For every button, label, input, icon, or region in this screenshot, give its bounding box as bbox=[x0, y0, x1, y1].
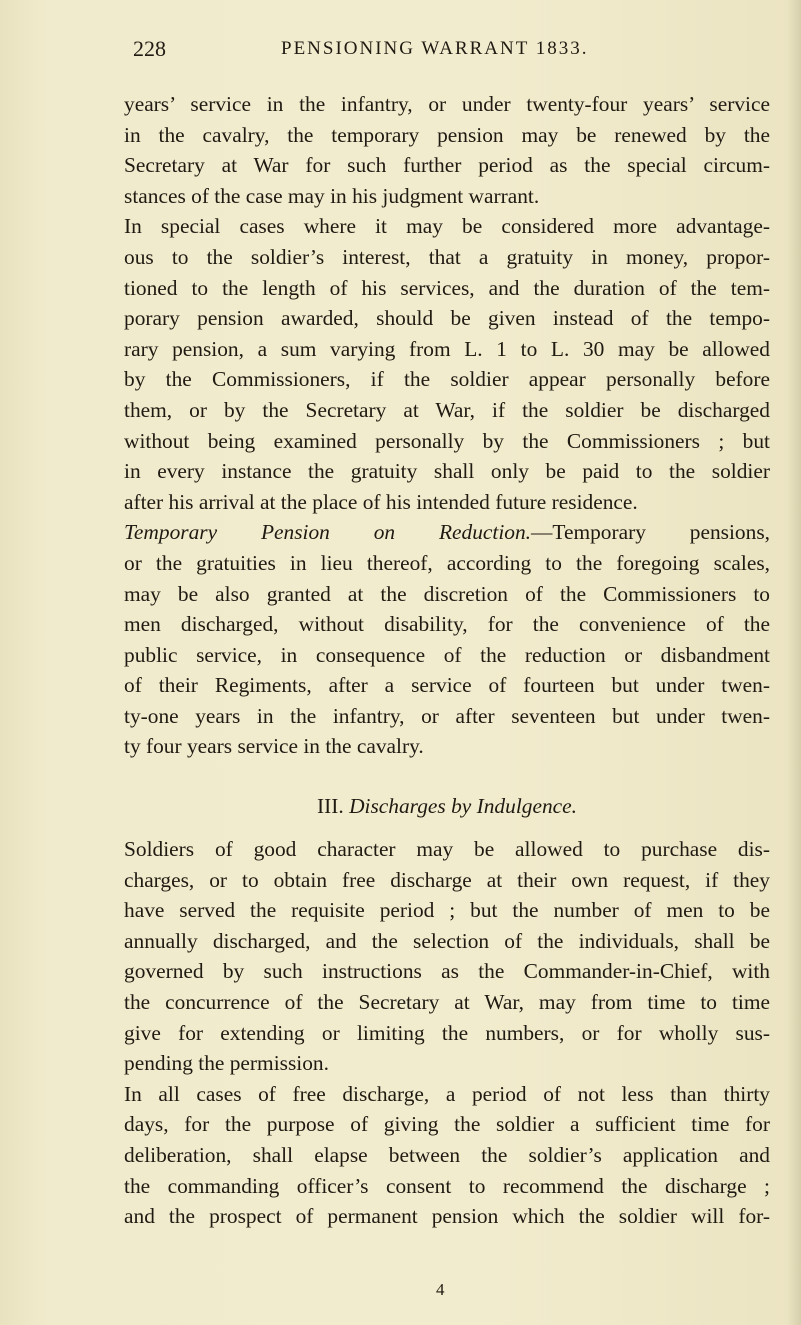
text-line: ty four years service in the cavalry. bbox=[124, 734, 424, 759]
section-number: III. bbox=[317, 794, 344, 819]
paragraph-gratuity bbox=[124, 211, 770, 517]
text-line: charges, or to obtain free discharge at their own request, if they bbox=[124, 867, 770, 892]
text-line: after his arrival at the place of his intended future residence. bbox=[124, 489, 638, 514]
signature-mark: 4 bbox=[436, 1280, 445, 1299]
section-heading bbox=[124, 784, 770, 828]
text-line: deliberation, shall elapse between the soldier’s application and bbox=[124, 1143, 770, 1167]
page-edge-shadow bbox=[787, 0, 801, 1325]
text-line: public service, in consequence of the reduction or disbandment bbox=[124, 642, 770, 667]
paragraph-continuation bbox=[124, 89, 770, 211]
text-line: governed by such instructions as the Commander-in-Chief, with bbox=[124, 959, 770, 984]
text-line: of their Regiments, after a service of fourteen but under twen- bbox=[124, 673, 770, 698]
text-line: or the gratuities in lieu thereof, according to the foregoing scales, bbox=[124, 550, 770, 575]
text-line: in every instance the gratuity shall only be paid to the soldier bbox=[124, 459, 770, 484]
text-line: ty-one years in the infantry, or after seventeen but under twen- bbox=[124, 703, 770, 728]
paragraph-reduction bbox=[124, 517, 770, 762]
text-line: porary pension awarded, should be given instead of the tempo- bbox=[124, 306, 770, 331]
running-title: PENSIONING WARRANT 1833. bbox=[281, 38, 589, 59]
run-in-rest: —Temporary pensions, bbox=[531, 520, 770, 545]
text-line: men discharged, without disability, for the convenience of the bbox=[124, 612, 770, 637]
text-line: them, or by the Secretary at War, if the soldier be discharged bbox=[124, 397, 770, 422]
text-line: Soldiers of good character may be allowed to purchase dis- bbox=[124, 837, 770, 862]
text-line: In special cases where it may be considered more advantage- bbox=[124, 214, 770, 239]
text-line: the commanding officer’s consent to recommend the discharge ; bbox=[124, 1173, 770, 1198]
section-title: Discharges by Indulgence. bbox=[349, 794, 577, 819]
text-line: and the prospect of permanent pension which the soldier will for- bbox=[124, 1204, 770, 1229]
text-line: pending the permission. bbox=[124, 1051, 329, 1076]
page-header bbox=[133, 36, 773, 70]
text-line: years’ service in the infantry, or under twenty-four years’ service bbox=[124, 92, 770, 116]
run-in-heading: Temporary Pension on Reduction. bbox=[124, 520, 532, 545]
paragraph-free-discharge bbox=[124, 1079, 770, 1232]
body-text bbox=[124, 89, 770, 1232]
text-line: stances of the case may in his judgment warrant. bbox=[124, 183, 540, 208]
text-line: days, for the purpose of giving the soldier a sufficient time for bbox=[124, 1112, 770, 1137]
page-number: 228 bbox=[133, 36, 166, 61]
text-line: rary pension, a sum varying from L. 1 to L. 30 may be allowed bbox=[124, 336, 770, 361]
text-line: in the cavalry, the temporary pension may be renewed by the bbox=[124, 122, 770, 147]
text-line: without being examined personally by the Commissioners ; but bbox=[124, 428, 770, 453]
text-line: have served the requisite period ; but the number of men to be bbox=[124, 898, 770, 923]
text-line: tioned to the length of his services, and the duration of the tem- bbox=[124, 275, 770, 300]
text-line: Secretary at War for such further period as the special circum- bbox=[124, 153, 770, 178]
text-line: give for extending or limiting the numbers, or for wholly sus- bbox=[124, 1020, 770, 1045]
text-line: by the Commissioners, if the soldier appear personally before bbox=[124, 367, 770, 392]
paragraph-discharges bbox=[124, 834, 770, 1079]
text-line: ous to the soldier’s interest, that a gratuity in money, propor- bbox=[124, 244, 770, 269]
text-line: may be also granted at the discretion of the Commissioners to bbox=[124, 581, 770, 606]
text-line: the concurrence of the Secretary at War, may from time to time bbox=[124, 990, 770, 1015]
text-line: In all cases of free discharge, a period of not less than thirty bbox=[124, 1081, 770, 1106]
text-line bbox=[124, 517, 770, 548]
text-line: annually discharged, and the selection of the individuals, shall be bbox=[124, 928, 770, 953]
